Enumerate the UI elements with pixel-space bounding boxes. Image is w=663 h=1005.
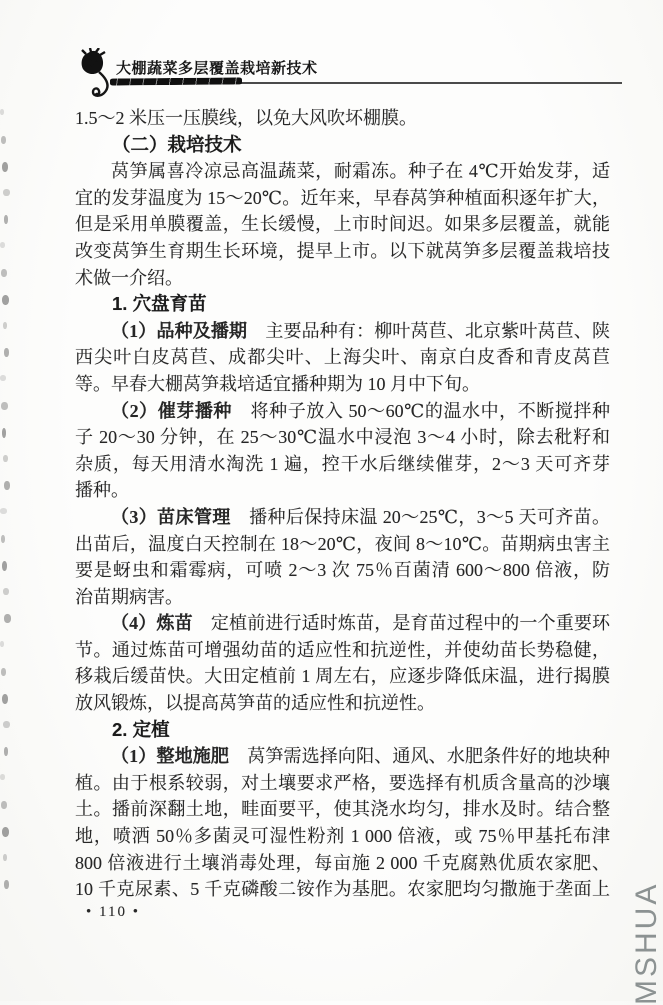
text-run: （二）栽培技术 bbox=[112, 133, 242, 155]
text-line bbox=[75, 531, 610, 558]
text-run: 主要品种有：柳叶莴苣、北京紫叶莴苣、陕 bbox=[247, 320, 611, 341]
run-in-heading: （1）整地施肥 bbox=[111, 746, 230, 767]
heading-line bbox=[75, 132, 610, 159]
scan-speck bbox=[3, 189, 10, 196]
scan-speck bbox=[2, 561, 7, 571]
text-line bbox=[75, 318, 610, 345]
text-line bbox=[75, 238, 610, 265]
text-line bbox=[75, 158, 610, 185]
text-line bbox=[75, 424, 610, 451]
text-line bbox=[75, 637, 610, 664]
scan-speck bbox=[3, 588, 9, 595]
text-run: 但是采用单膜覆盖，生长缓慢，上市时间迟。如果多层覆盖，就能 bbox=[75, 214, 610, 235]
text-line bbox=[75, 610, 610, 637]
text-line bbox=[75, 477, 610, 504]
text-run: 莴笋属喜冷凉忌高温蔬菜，耐霜冻。种子在 4℃开始发芽，适 bbox=[111, 161, 610, 182]
text-line bbox=[75, 796, 610, 823]
run-in-heading: （2）催芽播种 bbox=[111, 400, 232, 421]
text-line bbox=[75, 557, 610, 584]
page-number: • 110 • bbox=[86, 904, 140, 920]
scan-speck bbox=[4, 348, 9, 357]
scan-speck bbox=[1, 535, 5, 543]
text-line bbox=[75, 690, 610, 717]
scan-speck bbox=[0, 774, 5, 780]
text-run: 播种后保持床温 20～25℃，3～5 天可齐苗。 bbox=[230, 506, 610, 527]
text-run: 治苗期病害。 bbox=[75, 586, 183, 607]
text-run: 等。早春大棚莴笋栽培适宜播种期为 10 月中下旬。 bbox=[75, 373, 480, 394]
scan-speck bbox=[2, 295, 9, 305]
scan-speck bbox=[1, 136, 6, 144]
scan-speck bbox=[0, 508, 7, 514]
scan-speck bbox=[1, 668, 6, 676]
text-line bbox=[75, 371, 610, 398]
scan-speck bbox=[1, 402, 8, 410]
text-run: 术做一介绍。 bbox=[75, 267, 183, 288]
header-rule-thick bbox=[110, 77, 242, 85]
text-run: 定植前进行适时炼苗，是育苗过程中的一个重要环 bbox=[192, 613, 611, 634]
scan-speck bbox=[0, 641, 4, 647]
watermark-text: MSHUA bbox=[630, 881, 663, 1005]
text-run: 移栽后缓苗快。大田定植前 1 周左右，应逐步降低床温，进行揭膜 bbox=[75, 666, 610, 687]
text-line bbox=[75, 876, 610, 903]
page-title: 大棚蔬菜多层覆盖栽培新技术 bbox=[116, 60, 318, 77]
scan-speck bbox=[2, 428, 6, 438]
text-body bbox=[75, 105, 610, 903]
text-run: 西尖叶白皮莴苣、成都尖叶、上海尖叶、南京白皮香和青皮莴苣 bbox=[75, 347, 610, 368]
run-in-heading: （3）苗床管理 bbox=[111, 506, 231, 527]
scan-speck bbox=[3, 854, 7, 861]
text-line bbox=[75, 451, 610, 478]
vegetable-sprout-icon bbox=[79, 48, 113, 100]
text-run: 播种。 bbox=[75, 480, 129, 501]
text-line bbox=[75, 105, 610, 132]
run-in-heading: （1）品种及播期 bbox=[111, 320, 248, 341]
scan-speck bbox=[4, 481, 10, 490]
text-line bbox=[75, 823, 610, 850]
heading-line bbox=[75, 291, 610, 318]
text-run: 节。通过炼苗可增强幼苗的适应性和抗逆性，并使幼苗长势稳健， bbox=[75, 639, 610, 660]
scan-speck bbox=[4, 747, 8, 756]
text-run: 出苗后，温度白天控制在 18～20℃，夜间 8～10℃。苗期病虫害主 bbox=[75, 533, 610, 554]
text-run: 植。由于根系较弱，对土壤要求严格，要选择有机质含量高的沙壤 bbox=[75, 772, 610, 793]
text-line bbox=[75, 743, 610, 770]
text-line bbox=[75, 398, 610, 425]
text-run: 800 倍液进行土壤消毒处理，每亩施 2 000 千克腐熟优质农家肥、 bbox=[75, 852, 610, 873]
text-run: 10 千克尿素、5 千克磷酸二铵作为基肥。农家肥均匀撒施于垄面上 bbox=[75, 879, 610, 900]
text-line bbox=[75, 770, 610, 797]
text-line bbox=[75, 265, 610, 292]
heading-line bbox=[75, 717, 610, 744]
scan-speck bbox=[2, 694, 8, 704]
text-line bbox=[75, 663, 610, 690]
text-line bbox=[75, 185, 610, 212]
scan-speck bbox=[3, 322, 7, 329]
text-run: 将种子放入 50～60℃的温水中，不断搅拌种 bbox=[231, 400, 610, 421]
scan-speck bbox=[4, 614, 11, 623]
text-run: 宜的发芽温度为 15～20℃。近年来，早春莴笋种植面积逐年扩大， bbox=[75, 187, 610, 208]
text-line bbox=[75, 344, 610, 371]
scan-speck bbox=[4, 880, 9, 889]
text-line bbox=[75, 211, 610, 238]
run-in-heading: （4）炼苗 bbox=[111, 613, 193, 634]
scan-speck bbox=[4, 215, 8, 224]
scan-speck bbox=[1, 801, 7, 809]
text-run: 莴笋需选择向阳、通风、水肥条件好的地块种 bbox=[229, 746, 611, 767]
scan-speck bbox=[2, 827, 9, 837]
text-run: 1.5～2 米压一压膜线，以免大风吹坏棚膜。 bbox=[75, 108, 417, 128]
text-run: 放风锻炼，以提高莴笋苗的适应性和抗逆性。 bbox=[75, 693, 435, 714]
scan-speck bbox=[1, 269, 7, 277]
text-run: 地，喷洒 50％多菌灵可湿性粉剂 1 000 倍液，或 75％甲基托布津 bbox=[75, 826, 610, 847]
scan-speck bbox=[0, 375, 6, 381]
text-run: 要是蚜虫和霜霉病，可喷 2～3 次 75％百菌清 600～800 倍液，防 bbox=[75, 560, 610, 581]
scan-speck bbox=[3, 455, 8, 462]
text-run: 改变莴笋生育期生长环境，提早上市。以下就莴笋多层覆盖栽培技 bbox=[75, 240, 610, 261]
text-line bbox=[75, 850, 610, 877]
text-run: 土。播前深翻土地，畦面要平，使其浇水均匀，排水及时。结合整 bbox=[75, 799, 610, 820]
text-run: 杂质，每天用清水淘洗 1 遍，控干水后继续催芽，2～3 天可齐芽 bbox=[75, 453, 610, 474]
text-line bbox=[75, 584, 610, 611]
text-line bbox=[75, 504, 610, 531]
scan-speck bbox=[3, 721, 10, 728]
text-run: 2. 定植 bbox=[112, 718, 170, 740]
scan-speck bbox=[0, 242, 5, 248]
text-run: 子 20～30 分钟，在 25～30℃温水中浸泡 3～4 小时，除去秕籽和 bbox=[75, 427, 610, 448]
text-run: 1. 穴盘育苗 bbox=[112, 293, 207, 315]
scan-speck bbox=[2, 162, 8, 172]
scan-speck bbox=[0, 109, 4, 115]
